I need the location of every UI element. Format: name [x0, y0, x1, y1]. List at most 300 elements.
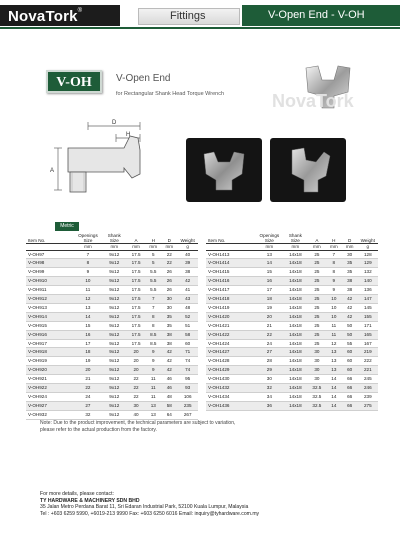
spec-cell: 14x18 [283, 268, 308, 277]
item-no-cell: V-OH1422 [206, 330, 256, 339]
table-row [206, 259, 378, 268]
spec-cell: 9 [145, 357, 161, 366]
spec-cell: 38 [342, 286, 358, 295]
spec-cell: 25 [308, 295, 326, 304]
spec-cell: 14 [326, 384, 342, 393]
spec-cell: 9x12 [102, 268, 127, 277]
spec-cell: 13 [145, 401, 161, 410]
unit-cell: mm [308, 243, 326, 250]
spec-cell: 25 [308, 259, 326, 268]
spec-cell: 29 [256, 366, 283, 375]
spec-cell: 30 [127, 401, 145, 410]
spec-cell: 20 [127, 348, 145, 357]
spec-cell: 8.5 [145, 339, 161, 348]
spec-cell: 14x18 [283, 303, 308, 312]
watermark: NovaTork [272, 91, 354, 111]
spec-cell: 14x18 [283, 401, 308, 410]
table-row [26, 401, 198, 410]
col-d: D [161, 232, 177, 243]
spec-cell: 60 [342, 348, 358, 357]
item-no-cell: V-OH1427 [206, 348, 256, 357]
left-spec-table [26, 232, 198, 420]
spec-cell: 8 [326, 268, 342, 277]
spec-cell: 17.5 [127, 339, 145, 348]
table-unit-row [26, 243, 198, 250]
item-no-cell: V-OH1421 [206, 321, 256, 330]
spec-cell: 145 [358, 303, 378, 312]
spec-cell: 14x18 [283, 384, 308, 393]
spec-cell: 9 [326, 286, 342, 295]
spec-cell: 35 [342, 259, 358, 268]
spec-cell: 221 [358, 366, 378, 375]
footer-contact-heading: For more details, please contact: [40, 491, 114, 497]
spec-cell: 147 [358, 295, 378, 304]
footer-company-name: TY HARDWARE & MACHINERY SDN BHD [40, 497, 140, 504]
spec-cell: 8 [74, 259, 102, 268]
col-openings-size: Openings Size [256, 232, 283, 243]
unit-cell: g [358, 243, 378, 250]
spec-cell: 39 [177, 259, 198, 268]
table-row [206, 321, 378, 330]
spec-cell: 14 [326, 401, 342, 410]
spec-cell: 50 [342, 321, 358, 330]
spec-cell: 18 [74, 348, 102, 357]
table-row [26, 277, 198, 286]
table-row [206, 393, 378, 402]
spec-cell: 16 [74, 330, 102, 339]
item-no-cell: V-OH1419 [206, 303, 256, 312]
spec-cell: 267 [177, 410, 198, 419]
table-row [26, 357, 198, 366]
spec-cell: 9x12 [102, 375, 127, 384]
table-row [26, 393, 198, 402]
spec-cell: 74 [177, 366, 198, 375]
spec-cell: 7 [74, 250, 102, 259]
item-no-cell: V-OH1436 [206, 401, 256, 410]
header-divider [0, 27, 400, 29]
item-no-cell: V-OH911 [26, 286, 74, 295]
spec-cell: 165 [358, 330, 378, 339]
dimension-a-label: A [50, 168, 55, 174]
spec-cell: 27 [256, 348, 283, 357]
item-no-cell: V-OH912 [26, 295, 74, 304]
spec-cell: 30 [161, 295, 177, 304]
item-no-cell: V-OH913 [26, 303, 74, 312]
table-row [26, 321, 198, 330]
item-no-cell: V-OH914 [26, 312, 74, 321]
spec-cell: 30 [308, 357, 326, 366]
spec-cell: 7 [145, 295, 161, 304]
product-photo-front [186, 138, 262, 202]
spec-cell: 41 [177, 286, 198, 295]
spec-cell: 95 [177, 375, 198, 384]
spec-cell: 60 [342, 366, 358, 375]
table-row [26, 330, 198, 339]
spec-cell: 14x18 [283, 321, 308, 330]
item-no-cell: V-OH1432 [206, 384, 256, 393]
item-no-cell: V-OH915 [26, 321, 74, 330]
spec-cell: 24 [256, 339, 283, 348]
spec-cell: 9x12 [102, 384, 127, 393]
spec-cell: 9x12 [102, 286, 127, 295]
spec-cell: 25 [308, 312, 326, 321]
spec-cell: 40 [127, 410, 145, 419]
spec-cell: 13 [256, 250, 283, 259]
spec-cell: 14x18 [283, 286, 308, 295]
spec-cell: 9x12 [102, 330, 127, 339]
table-row [206, 375, 378, 384]
page-title: V-Open End - V-OH [268, 9, 365, 21]
spec-cell: 35 [342, 268, 358, 277]
item-no-cell: V-OH1434 [206, 393, 256, 402]
brand-logo [8, 8, 82, 25]
spec-cell: 66 [342, 393, 358, 402]
table-row [26, 384, 198, 393]
product-subtitle: for Rectangular Shank Head Torque Wrench [116, 91, 225, 97]
item-no-cell: V-OH1424 [206, 339, 256, 348]
spec-cell: 20 [256, 312, 283, 321]
spec-cell: 60 [177, 339, 198, 348]
spec-cell: 17.5 [127, 295, 145, 304]
col-h: H [145, 232, 161, 243]
spec-cell: 136 [358, 286, 378, 295]
spec-cell: 26 [161, 277, 177, 286]
spec-cell: 48 [177, 303, 198, 312]
spec-cell: 22 [256, 330, 283, 339]
spec-cell: 26 [161, 268, 177, 277]
spec-cell: 25 [308, 321, 326, 330]
spec-cell: 9 [145, 366, 161, 375]
item-no-cell: V-OH916 [26, 330, 74, 339]
spec-cell: 15 [256, 268, 283, 277]
spec-cell: 22 [161, 259, 177, 268]
spec-cell: 74 [177, 357, 198, 366]
spec-cell: 14 [326, 375, 342, 384]
spec-cell: 17.5 [127, 250, 145, 259]
spec-cell: 106 [177, 393, 198, 402]
spec-cell: 46 [161, 384, 177, 393]
spec-cell: 17.5 [127, 286, 145, 295]
item-no-cell: V-OH1429 [206, 366, 256, 375]
spec-cell: 5 [145, 259, 161, 268]
spec-cell: 5.5 [145, 277, 161, 286]
spec-cell: 42 [342, 295, 358, 304]
spec-cell: 28 [256, 357, 283, 366]
spec-cell: 30 [308, 375, 326, 384]
item-no-cell: V-OH1430 [206, 375, 256, 384]
spec-cell: 25 [308, 339, 326, 348]
unit-cell: mm [74, 243, 102, 250]
spec-cell: 12 [74, 295, 102, 304]
spec-cell: 275 [358, 401, 378, 410]
table-row [26, 366, 198, 375]
col-weight: Weight [358, 232, 378, 243]
unit-cell [26, 243, 74, 250]
col-a: A [308, 232, 326, 243]
col-a: A [127, 232, 145, 243]
item-no-cell: V-OH1413 [206, 250, 256, 259]
spec-cell: 55 [342, 339, 358, 348]
spec-cell: 9x12 [102, 410, 127, 419]
spec-cell: 9x12 [102, 250, 127, 259]
spec-cell: 10 [326, 312, 342, 321]
table-header-row [26, 232, 198, 243]
spec-cell: 22 [74, 384, 102, 393]
item-no-cell: V-OH924 [26, 393, 74, 402]
spec-cell: 9x12 [102, 357, 127, 366]
spec-cell: 17 [256, 286, 283, 295]
spec-cell: 30 [308, 366, 326, 375]
spec-cell: 7 [326, 250, 342, 259]
spec-cell: 171 [358, 321, 378, 330]
spec-cell: 14x18 [283, 277, 308, 286]
unit-cell: mm [145, 243, 161, 250]
spec-cell: 46 [161, 375, 177, 384]
spec-cell: 128 [358, 250, 378, 259]
spec-cell: 58 [177, 330, 198, 339]
item-no-cell: V-OH1428 [206, 357, 256, 366]
spec-cell: 140 [358, 277, 378, 286]
spec-cell: 13 [326, 366, 342, 375]
spec-cell: 50 [342, 330, 358, 339]
spec-cell: 132 [358, 268, 378, 277]
spec-cell: 14x18 [283, 357, 308, 366]
table-header-row [206, 232, 378, 243]
unit-cell [206, 243, 256, 250]
spec-cell: 222 [358, 357, 378, 366]
spec-cell: 246 [358, 384, 378, 393]
dimension-d-label: D [112, 120, 117, 126]
spec-cell: 17.5 [127, 268, 145, 277]
table-row [26, 339, 198, 348]
spec-cell: 30 [342, 250, 358, 259]
table-row [26, 375, 198, 384]
spec-cell: 11 [74, 286, 102, 295]
dimension-h-label: H [126, 132, 131, 138]
table-row [206, 366, 378, 375]
spec-cell: 8 [145, 312, 161, 321]
spec-cell: 9x12 [102, 277, 127, 286]
table-row [206, 330, 378, 339]
spec-cell: 42 [177, 277, 198, 286]
spec-cell: 21 [256, 321, 283, 330]
item-no-cell: V-OH1420 [206, 312, 256, 321]
spec-cell: 32 [74, 410, 102, 419]
footer-phone-fax-email: Tel : +603 6259 5990, +6019-213 9990 Fax: +603 6250 6016 Email: inquiry@tyhardware.com.my [40, 510, 260, 517]
spec-cell: 9x12 [102, 312, 127, 321]
spec-cell: 35 [161, 312, 177, 321]
spec-cell: 22 [127, 393, 145, 402]
spec-cell: 8 [145, 321, 161, 330]
spec-cell: 32.5 [308, 384, 326, 393]
spec-cell: 17.5 [127, 321, 145, 330]
spec-cell: 14x18 [283, 375, 308, 384]
spec-cell: 24 [74, 393, 102, 402]
spec-cell: 32.5 [308, 401, 326, 410]
spec-cell: 14x18 [283, 330, 308, 339]
spec-cell: 9x12 [102, 303, 127, 312]
spec-cell: 9 [74, 268, 102, 277]
table-row [206, 277, 378, 286]
spec-cell: 20 [127, 357, 145, 366]
col-d: D [342, 232, 358, 243]
table-row [26, 250, 198, 259]
spec-cell: 42 [161, 357, 177, 366]
spec-cell: 38 [161, 339, 177, 348]
spec-cell: 17.5 [127, 259, 145, 268]
spec-cell: 12 [326, 339, 342, 348]
product-badge-text: V-OH [56, 75, 92, 90]
spec-cell: 9 [145, 348, 161, 357]
technical-drawing [40, 118, 150, 210]
spec-cell: 10 [74, 277, 102, 286]
spec-cell: 38 [342, 277, 358, 286]
brand-registered-mark: ® [77, 8, 83, 14]
spec-cell: 11 [326, 330, 342, 339]
spec-cell: 13 [145, 410, 161, 419]
spec-cell: 42 [342, 312, 358, 321]
spec-cell: 34 [256, 393, 283, 402]
spec-cell: 8 [326, 259, 342, 268]
spec-cell: 48 [161, 393, 177, 402]
spec-cell: 27 [74, 401, 102, 410]
spec-cell: 58 [161, 401, 177, 410]
spec-cell: 42 [342, 303, 358, 312]
spec-cell: 51 [177, 321, 198, 330]
spec-cell: 25 [308, 303, 326, 312]
unit-cell: mm [342, 243, 358, 250]
spec-cell: 30 [256, 375, 283, 384]
spec-cell: 14 [326, 393, 342, 402]
spec-cell: 40 [177, 250, 198, 259]
contact-footer [40, 491, 360, 517]
unit-cell: mm [102, 243, 127, 250]
spec-cell: 17.5 [127, 312, 145, 321]
spec-cell: 32.5 [308, 393, 326, 402]
spec-cell: 5.5 [145, 286, 161, 295]
item-no-cell: V-OH1416 [206, 277, 256, 286]
spec-cell: 9x12 [102, 393, 127, 402]
item-no-cell: V-OH932 [26, 410, 74, 419]
table-row [26, 312, 198, 321]
spec-cell: 8.5 [145, 330, 161, 339]
brand-name: NovaTork [8, 8, 78, 25]
spec-cell: 5.5 [145, 268, 161, 277]
spec-cell: 9x12 [102, 401, 127, 410]
spec-cell: 22 [161, 250, 177, 259]
metric-tab: Metric [55, 222, 79, 231]
spec-cell: 25 [308, 330, 326, 339]
table-row [26, 286, 198, 295]
spec-cell: 17.5 [127, 330, 145, 339]
table-row [26, 295, 198, 304]
table-row [26, 268, 198, 277]
spec-cell: 20 [74, 366, 102, 375]
spec-cell: 17 [74, 339, 102, 348]
item-no-cell: V-OH919 [26, 357, 74, 366]
item-no-cell: V-OH1414 [206, 259, 256, 268]
spec-cell: 14x18 [283, 348, 308, 357]
spec-cell: 20 [127, 366, 145, 375]
spec-cell: 38 [177, 268, 198, 277]
spec-cell: 52 [177, 312, 198, 321]
table-row [206, 303, 378, 312]
spec-cell: 11 [145, 393, 161, 402]
unit-cell: mm [326, 243, 342, 250]
spec-cell: 43 [177, 295, 198, 304]
spec-cell: 155 [358, 312, 378, 321]
item-no-cell: V-OH1415 [206, 268, 256, 277]
item-no-cell: V-OH98 [26, 259, 74, 268]
note-line-1: Note: Due to the product improvement, the technical parameters are subject to variation, [40, 420, 236, 426]
spec-cell: 14x18 [283, 393, 308, 402]
spec-cell: 13 [326, 348, 342, 357]
product-badge [46, 70, 102, 93]
spec-cell: 66 [342, 384, 358, 393]
spec-cell: 13 [74, 303, 102, 312]
spec-cell: 14x18 [283, 312, 308, 321]
item-no-cell: V-OH917 [26, 339, 74, 348]
table-row [206, 384, 378, 393]
table-unit-row [206, 243, 378, 250]
table-row [26, 259, 198, 268]
item-no-cell: V-OH99 [26, 268, 74, 277]
spec-cell: 38 [161, 330, 177, 339]
unit-cell: mm [161, 243, 177, 250]
footer-address: 35 Jalan Metro Perdana Barat 11, Sri Edaran Industrial Park, 52100 Kuala Lumpur, Malaysia [40, 504, 249, 511]
spec-cell: 239 [358, 393, 378, 402]
col-openings-size: Openings Size [74, 232, 102, 243]
table-row [206, 401, 378, 410]
unit-cell: mm [283, 243, 308, 250]
col-shank-size: Shank Size [283, 232, 308, 243]
spec-cell: 36 [256, 401, 283, 410]
spec-cell: 14x18 [283, 295, 308, 304]
spec-cell: 25 [308, 277, 326, 286]
spec-cell: 16 [256, 277, 283, 286]
page-header [0, 0, 400, 30]
spec-cell: 60 [342, 357, 358, 366]
spec-cell: 14x18 [283, 339, 308, 348]
table-row [206, 295, 378, 304]
spec-cell: 11 [326, 321, 342, 330]
table-row [206, 286, 378, 295]
spec-cell: 17.5 [127, 277, 145, 286]
spec-cell: 167 [358, 339, 378, 348]
spec-cell: 14x18 [283, 250, 308, 259]
unit-cell: g [177, 243, 198, 250]
spec-cell: 5 [145, 250, 161, 259]
spec-cell: 42 [161, 348, 177, 357]
col-item-no: Item No. [26, 232, 74, 243]
right-table-body [206, 243, 378, 410]
unit-cell: mm [256, 243, 283, 250]
note-line-2: please refer to the actual production from the factory. [40, 427, 157, 433]
spec-cell: 9x12 [102, 339, 127, 348]
spec-cell: 9x12 [102, 366, 127, 375]
col-shank-size: Shank Size [102, 232, 127, 243]
spec-cell: 14x18 [283, 259, 308, 268]
spec-cell: 25 [308, 250, 326, 259]
item-no-cell: V-OH922 [26, 384, 74, 393]
left-table-body [26, 243, 198, 419]
item-no-cell: V-OH1417 [206, 286, 256, 295]
col-h: H [326, 232, 342, 243]
spec-cell: 30 [308, 348, 326, 357]
item-no-cell: V-OH910 [26, 277, 74, 286]
product-photo-side [270, 138, 346, 202]
table-row [26, 410, 198, 419]
